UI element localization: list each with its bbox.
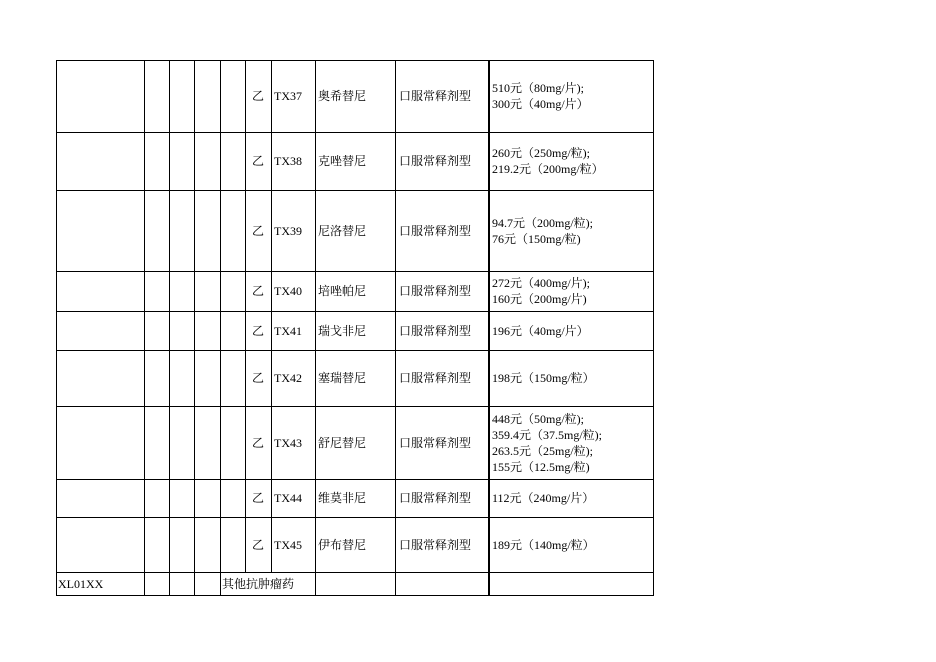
price-line: 359.4元（37.5mg/粒); — [492, 427, 602, 442]
class-cell — [245, 350, 271, 406]
dosage-form: 口服常释剂型 — [399, 435, 472, 450]
price-line: 155元（12.5mg/粒) — [492, 459, 590, 474]
spreadsheet-table — [56, 60, 654, 596]
price-line: 196元（40mg/片） — [492, 323, 589, 338]
code-label: TX43 — [274, 435, 302, 450]
drug-name: 瑞戈非尼 — [318, 323, 367, 338]
category-name: 其他抗肿瘤药 — [222, 576, 295, 591]
column-border — [169, 60, 170, 596]
code-label: TX42 — [274, 371, 302, 385]
dosage-form-cell — [399, 350, 487, 406]
class-cell — [245, 271, 271, 311]
price-cell — [492, 190, 652, 271]
price-cell — [492, 350, 652, 406]
dosage-form-cell — [399, 517, 487, 572]
dosage-form-cell — [399, 311, 487, 350]
column-border — [56, 60, 57, 596]
price-cell — [492, 406, 652, 479]
drug-name-cell — [318, 311, 394, 350]
drug-name: 尼洛替尼 — [318, 223, 367, 238]
code-cell — [274, 311, 314, 350]
price-line: 300元（40mg/片） — [492, 97, 589, 111]
class-label: 乙 — [251, 435, 264, 450]
price-cell — [492, 517, 652, 572]
class-label: 乙 — [251, 371, 264, 385]
category-code-cell — [58, 572, 144, 595]
class-cell — [245, 311, 271, 350]
code-label: TX37 — [274, 89, 302, 103]
dosage-form-cell — [399, 60, 487, 132]
drug-name-cell — [318, 350, 394, 406]
drug-name-cell — [318, 132, 394, 190]
price-line: 189元（140mg/粒） — [492, 537, 595, 552]
column-border — [194, 60, 195, 596]
dosage-form-cell — [399, 190, 487, 271]
dosage-form-cell — [399, 132, 487, 190]
column-border — [271, 60, 272, 572]
row-border — [56, 572, 654, 573]
code-cell — [274, 190, 314, 271]
price-cell — [492, 60, 652, 132]
dosage-form: 口服常释剂型 — [399, 89, 472, 103]
drug-name: 培唑帕尼 — [318, 284, 367, 298]
code-cell — [274, 132, 314, 190]
class-cell — [245, 517, 271, 572]
class-label: 乙 — [251, 284, 264, 298]
code-cell — [274, 271, 314, 311]
category-code: XL01XX — [58, 576, 104, 591]
price-line: 198元（150mg/粒） — [492, 371, 595, 385]
dosage-form: 口服常释剂型 — [399, 491, 472, 505]
dosage-form: 口服常释剂型 — [399, 284, 472, 298]
code-label: TX40 — [274, 284, 302, 298]
drug-name-cell — [318, 517, 394, 572]
dosage-form-cell — [399, 271, 487, 311]
class-label: 乙 — [251, 223, 264, 238]
dosage-form-cell — [399, 406, 487, 479]
price-line: 219.2元（200mg/粒） — [492, 162, 604, 176]
dosage-form: 口服常释剂型 — [399, 323, 472, 338]
column-border — [395, 60, 396, 596]
price-line: 510元（80mg/片); — [492, 81, 584, 95]
code-label: TX45 — [274, 537, 302, 552]
dosage-form: 口服常释剂型 — [399, 154, 472, 168]
drug-name: 奥希替尼 — [318, 89, 367, 103]
price-line: 160元（200mg/片) — [492, 292, 587, 306]
class-label: 乙 — [251, 323, 264, 338]
code-cell — [274, 350, 314, 406]
class-cell — [245, 406, 271, 479]
class-cell — [245, 132, 271, 190]
code-label: TX38 — [274, 154, 302, 168]
drug-name: 塞瑞替尼 — [318, 371, 367, 385]
price-line: 76元（150mg/粒) — [492, 231, 581, 246]
class-label: 乙 — [251, 537, 264, 552]
code-cell — [274, 406, 314, 479]
code-cell — [274, 517, 314, 572]
class-cell — [245, 190, 271, 271]
price-line: 112元（240mg/片） — [492, 491, 595, 505]
class-label: 乙 — [251, 154, 264, 168]
price-line: 263.5元（25mg/粒); — [492, 443, 593, 458]
drug-name: 伊布替尼 — [318, 537, 367, 552]
price-cell — [492, 132, 652, 190]
dosage-form-cell — [399, 479, 487, 517]
column-border — [144, 60, 145, 596]
drug-name: 维莫非尼 — [318, 491, 367, 505]
drug-name-cell — [318, 271, 394, 311]
code-label: TX41 — [274, 323, 302, 338]
price-line: 94.7元（200mg/粒); — [492, 215, 593, 230]
column-border — [315, 60, 316, 596]
price-cell — [492, 271, 652, 311]
code-label: TX39 — [274, 223, 302, 238]
price-line: 260元（250mg/粒); — [492, 146, 590, 160]
class-label: 乙 — [251, 491, 264, 505]
price-line: 272元（400mg/片); — [492, 276, 590, 290]
class-cell — [245, 479, 271, 517]
drug-name: 舒尼替尼 — [318, 435, 367, 450]
drug-name-cell — [318, 190, 394, 271]
column-border — [653, 60, 654, 596]
row-border — [56, 595, 654, 596]
price-cell — [492, 479, 652, 517]
code-label: TX44 — [274, 491, 302, 505]
column-border — [220, 60, 221, 596]
code-cell — [274, 60, 314, 132]
dosage-form: 口服常释剂型 — [399, 537, 472, 552]
drug-name-cell — [318, 406, 394, 479]
code-cell — [274, 479, 314, 517]
class-cell — [245, 60, 271, 132]
dosage-form: 口服常释剂型 — [399, 223, 472, 238]
dosage-form: 口服常释剂型 — [399, 371, 472, 385]
column-border — [488, 60, 490, 596]
drug-name-cell — [318, 60, 394, 132]
category-name-cell — [222, 572, 314, 595]
price-cell — [492, 311, 652, 350]
class-label: 乙 — [251, 89, 264, 103]
price-line: 448元（50mg/粒); — [492, 411, 584, 426]
drug-name: 克唑替尼 — [318, 154, 367, 168]
drug-name-cell — [318, 479, 394, 517]
